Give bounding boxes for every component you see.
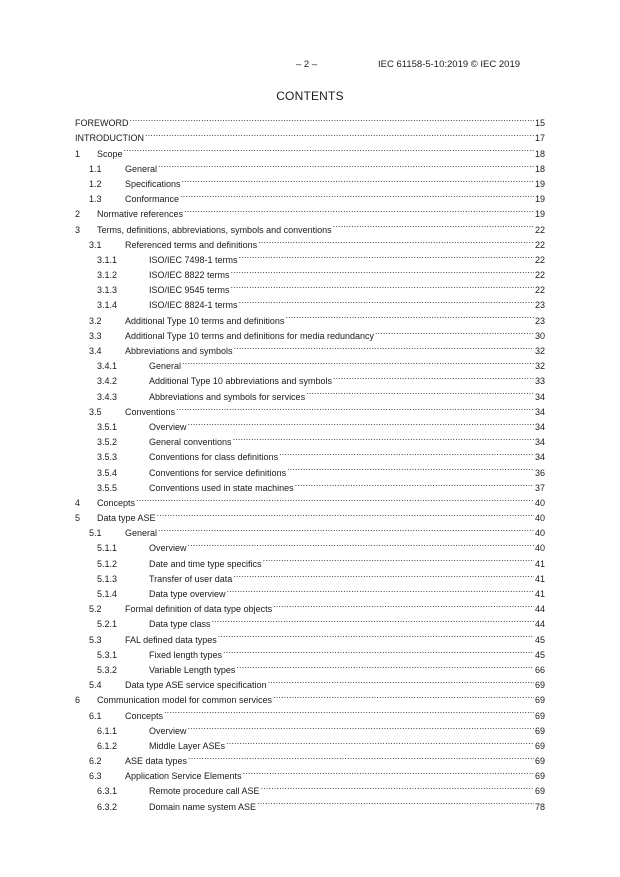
toc-dot-leader — [287, 460, 534, 475]
toc-entry-title: Conventions for class definitions — [149, 452, 279, 463]
toc-entry-number: 3.1.3 — [97, 285, 118, 296]
toc-entry-number: 5.1.2 — [97, 558, 118, 569]
toc-entry-title: Overview — [149, 725, 187, 736]
toc-entry-number: 3.2 — [89, 315, 102, 326]
toc-dot-leader — [182, 354, 534, 369]
toc-entry-page: 22 — [534, 224, 545, 235]
toc-entry-number: 5.1 — [89, 528, 102, 539]
toc-entry-page: 34 — [534, 406, 545, 417]
toc-entry-page: 69 — [534, 725, 545, 736]
toc-dot-leader — [130, 111, 534, 126]
toc-entry-number: 5.2 — [89, 604, 102, 615]
toc-entry-title: Additional Type 10 terms and definitions for media redundancy — [125, 330, 374, 341]
toc-entry-page: 19 — [534, 178, 545, 189]
toc-entry-page: 45 — [534, 634, 545, 645]
toc-entry-number: 5.2.1 — [97, 619, 118, 630]
toc-dot-leader — [236, 658, 534, 673]
toc-entry-number: 6.1.1 — [97, 725, 118, 736]
toc-entry-number: 1.2 — [89, 178, 102, 189]
toc-entry-title: Abbreviations and symbols for services — [149, 391, 306, 402]
toc-dot-leader — [239, 293, 534, 308]
toc-entry-number: 3.5.3 — [97, 452, 118, 463]
toc-dot-leader — [226, 734, 534, 749]
toc-dot-leader — [333, 369, 534, 384]
toc-entry-title: Concepts — [97, 497, 136, 508]
toc-dot-leader — [145, 126, 534, 141]
toc-dot-leader — [234, 339, 534, 354]
toc-entry-page: 41 — [534, 589, 545, 599]
toc-entry[interactable] — [75, 141, 545, 159]
toc-entry-page: 22 — [534, 270, 545, 281]
toc-entry-number: 3 — [75, 224, 81, 235]
toc-dot-leader — [180, 187, 534, 202]
toc-dot-leader — [164, 703, 534, 718]
toc-dot-leader — [157, 506, 534, 521]
toc-entry-number: 3.1.1 — [97, 254, 118, 265]
toc-entry-page: 66 — [534, 664, 545, 675]
toc-entry-title: Date and time type specifics — [149, 558, 262, 569]
toc-dot-leader — [261, 779, 534, 794]
toc-dot-leader — [188, 415, 534, 430]
toc-entry-title: Conventions for service definitions — [149, 467, 287, 478]
toc-entry-title: ISO/IEC 8822 terms — [149, 270, 230, 281]
toc-entry-number: 5.3 — [89, 634, 102, 645]
toc-dot-leader — [233, 430, 534, 445]
toc-entry-title: Remote procedure call ASE — [149, 786, 260, 797]
toc-entry-title: General — [125, 163, 158, 174]
toc-entry-page: 19 — [534, 194, 545, 205]
toc-entry-page: 40 — [534, 497, 545, 508]
toc-dot-leader — [333, 217, 534, 232]
toc-dot-leader — [184, 202, 534, 217]
toc-entry-title: Overview — [149, 421, 187, 432]
toc-entry-page: 40 — [534, 513, 545, 524]
toc-entry-title: General — [149, 361, 182, 372]
toc-entry-number: 3.5.2 — [97, 437, 118, 448]
toc-entry-title: Data type overview — [149, 589, 226, 599]
toc-entry-page: 44 — [534, 619, 545, 630]
toc-dot-leader — [218, 627, 534, 642]
toc-entry-number: 3.5.5 — [97, 482, 118, 493]
toc-dot-leader — [124, 141, 534, 156]
toc-entry-title: Scope — [97, 148, 123, 159]
toc-entry-page: 41 — [534, 558, 545, 569]
toc-entry-page: 22 — [534, 285, 545, 296]
toc-entry-number: 5.1.4 — [97, 589, 118, 599]
toc-entry-page: 69 — [534, 695, 545, 706]
toc-entry-page: 32 — [534, 346, 545, 356]
toc-dot-leader — [188, 749, 534, 764]
toc-entry-title: Conventions used in state machines — [149, 482, 294, 493]
toc-entry-page: 22 — [534, 254, 545, 265]
toc-entry-number: 3.3 — [89, 330, 102, 341]
toc-entry-title: ASE data types — [125, 756, 188, 767]
toc-entry-title: ISO/IEC 8824-1 terms — [149, 300, 238, 311]
contents-title: CONTENTS — [276, 89, 344, 103]
toc-entry-number: 3.4.3 — [97, 391, 118, 402]
toc-entry-title: Conformance — [125, 194, 180, 205]
toc-dot-leader — [233, 567, 534, 582]
toc-entry-title: Application Service Elements — [125, 771, 242, 782]
toc-entry-page: 23 — [534, 315, 545, 326]
toc-dot-leader — [188, 536, 534, 551]
toc-entry-title: Fixed length types — [149, 649, 223, 660]
toc-entry-number: 5 — [75, 513, 81, 524]
toc-entry-title: Overview — [149, 543, 187, 554]
toc-entry-number: 1.3 — [89, 194, 102, 205]
toc-entry-page: 34 — [534, 391, 545, 402]
toc-entry-page: 19 — [534, 209, 545, 220]
toc-dot-leader — [273, 688, 534, 703]
toc-dot-leader — [295, 476, 534, 491]
toc-entry-number: 1.1 — [89, 163, 102, 174]
toc-entry-page: 30 — [534, 330, 545, 341]
toc-entry-page: 33 — [534, 376, 545, 387]
toc-dot-leader — [188, 719, 534, 734]
toc-entry-number: 4 — [75, 497, 81, 508]
toc-entry-title: Terms, definitions, abbreviations, symbols and conventions — [97, 224, 332, 235]
toc-entry-page: 69 — [534, 680, 545, 691]
toc-entry-number: 3.5.1 — [97, 421, 118, 432]
toc-entry-number: 3.1.4 — [97, 300, 118, 311]
toc-entry-number: 3.1.2 — [97, 270, 118, 281]
toc-entry-number: 5.1.1 — [97, 543, 118, 554]
toc-entry-title: General conventions — [149, 437, 232, 448]
toc-dot-leader — [239, 248, 534, 263]
toc-dot-leader — [231, 278, 534, 293]
toc-entry-title: Middle Layer ASEs — [149, 740, 226, 751]
toc-entry-page: 18 — [534, 148, 545, 159]
toc-dot-leader — [279, 445, 534, 460]
toc-entry-page: 34 — [534, 437, 545, 448]
toc-dot-leader — [243, 764, 534, 779]
toc-dot-leader — [257, 794, 534, 809]
toc-entry-page: 34 — [534, 421, 545, 432]
toc-dot-leader — [231, 263, 534, 278]
toc-entry-title: General — [125, 528, 158, 539]
toc-entry-number: 6.2 — [89, 756, 102, 767]
toc-entry-title: Domain name system ASE — [149, 801, 257, 812]
toc-entry-number: 3.4.2 — [97, 376, 118, 387]
toc-entry[interactable] — [75, 157, 545, 172]
toc-entry-page: 44 — [534, 604, 545, 615]
toc-entry-page: 69 — [534, 710, 545, 721]
toc-entry-number: 2 — [75, 209, 81, 220]
toc-entry-page: 32 — [534, 361, 545, 372]
toc-entry-page: 69 — [534, 771, 545, 782]
toc-dot-leader — [223, 643, 534, 658]
toc-entry[interactable] — [75, 126, 545, 144]
toc-dot-leader — [273, 597, 534, 612]
toc-entry-page: 18 — [534, 163, 545, 174]
toc-entry-number: 3.4 — [89, 346, 102, 356]
toc-dot-leader — [182, 172, 534, 187]
toc-dot-leader — [285, 308, 534, 323]
toc-entry-number: 5.3.2 — [97, 664, 118, 675]
toc-dot-leader — [136, 491, 534, 506]
toc-entry-page: 69 — [534, 786, 545, 797]
page-header — [0, 59, 620, 73]
toc-entry[interactable] — [75, 506, 545, 524]
toc-entry-title: Data type ASE — [97, 513, 156, 524]
toc-entry-title: ISO/IEC 7498-1 terms — [149, 254, 238, 265]
toc-entry-number: 6.3.2 — [97, 801, 118, 812]
toc-dot-leader — [258, 233, 534, 248]
toc-entry-title: Referenced terms and definitions — [125, 239, 258, 250]
toc-entry-page: 36 — [534, 467, 545, 478]
document-reference: IEC 61158-5-10:2019 © IEC 2019 — [378, 59, 521, 70]
toc-entry-title: Additional Type 10 terms and definitions — [125, 315, 285, 326]
toc-entry-page: 69 — [534, 740, 545, 751]
toc-entry[interactable] — [75, 491, 545, 506]
toc-dot-leader — [268, 673, 534, 688]
toc-entry-title: Specifications — [125, 178, 181, 189]
toc-entry-title: Transfer of user data — [149, 573, 233, 584]
toc-entry-number: 3.1 — [89, 239, 102, 250]
toc-entry-page: 40 — [534, 528, 545, 539]
toc-entry-title: INTRODUCTION — [75, 133, 144, 144]
page-number: – 2 – — [296, 59, 318, 70]
toc-dot-leader — [158, 157, 534, 172]
toc-dot-leader — [176, 400, 534, 415]
toc-entry-number: 6.1 — [89, 710, 102, 721]
toc-entry-title: Communication model for common services — [97, 695, 273, 706]
toc-entry-number: 6.3.1 — [97, 786, 118, 797]
toc-dot-leader — [375, 324, 534, 339]
toc-entry-title: Formal definition of data type objects — [125, 604, 273, 615]
toc-dot-leader — [306, 384, 534, 399]
toc-entry-title: FOREWORD — [75, 118, 129, 129]
toc-entry-page: 78 — [534, 801, 545, 812]
toc-entry[interactable] — [75, 111, 545, 129]
toc-entry-title: Conventions — [125, 406, 176, 417]
toc-entry-number: 6.1.2 — [97, 740, 118, 751]
toc-entry-title: FAL defined data types — [125, 634, 217, 645]
toc-entry-page: 15 — [534, 118, 545, 129]
toc-entry-page: 45 — [534, 649, 545, 660]
toc-entry-title: Normative references — [97, 209, 184, 220]
toc-entry-number: 6 — [75, 695, 81, 706]
toc-entry-number: 5.4 — [89, 680, 102, 691]
toc-entry-page: 17 — [534, 133, 545, 144]
toc-entry-page: 69 — [534, 756, 545, 767]
toc-entry-number: 3.5 — [89, 406, 102, 417]
toc-dot-leader — [212, 612, 534, 627]
toc-dot-leader — [158, 521, 534, 536]
toc-entry-page: 40 — [534, 543, 545, 554]
toc-entry-number: 1 — [75, 148, 81, 159]
table-of-contents — [75, 111, 545, 810]
toc-entry-title: Variable Length types — [149, 664, 236, 675]
toc-entry-title: Concepts — [125, 710, 164, 721]
toc-entry-title: Data type class — [149, 619, 211, 630]
toc-entry-page: 37 — [534, 482, 545, 493]
toc-entry-number: 6.3 — [89, 771, 102, 782]
toc-entry-title: Data type ASE service specification — [125, 680, 267, 691]
toc-entry-number: 3.4.1 — [97, 361, 118, 372]
toc-dot-leader — [227, 582, 534, 597]
toc-entry-page: 23 — [534, 300, 545, 311]
toc-entry-number: 5.1.3 — [97, 573, 118, 584]
toc-entry-number: 5.3.1 — [97, 649, 118, 660]
toc-entry-title: Additional Type 10 abbreviations and symbols — [149, 376, 332, 387]
toc-entry-page: 22 — [534, 239, 545, 250]
toc-dot-leader — [263, 551, 534, 566]
toc-entry-title: ISO/IEC 9545 terms — [149, 285, 230, 296]
toc-entry-page: 34 — [534, 452, 545, 463]
toc-entry-title: Abbreviations and symbols — [125, 346, 233, 356]
toc-entry-number: 3.5.4 — [97, 467, 118, 478]
toc-entry-page: 41 — [534, 573, 545, 584]
